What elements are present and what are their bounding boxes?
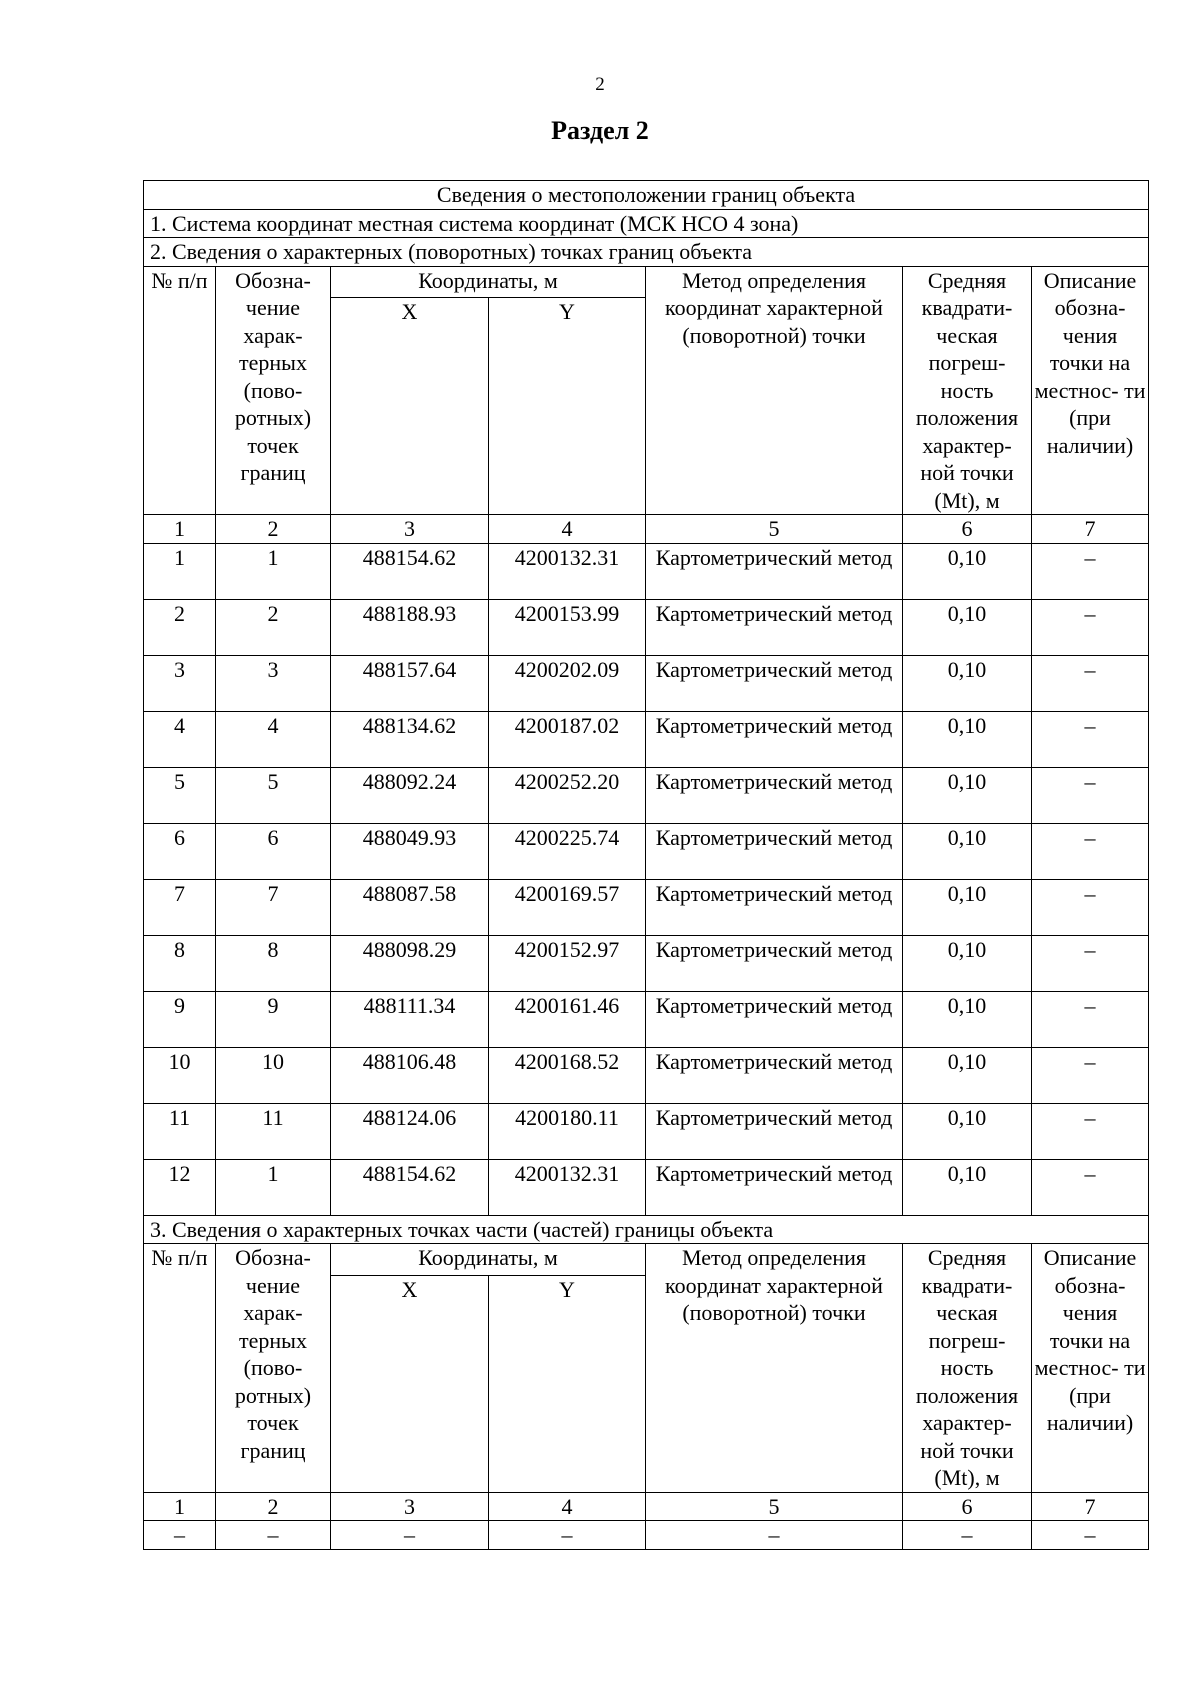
table-row (144, 991, 1149, 1047)
cell-point-label: 6 (216, 823, 331, 879)
cell-description: – (1032, 823, 1149, 879)
column-number: 5 (646, 1492, 903, 1521)
table-row (144, 1103, 1149, 1159)
cell-method: Картометрический метод (646, 823, 903, 879)
table-row (144, 767, 1149, 823)
col-error-header: Средняя квадрати- ческая погреш- ность положения характер- ной точки (Mt), м (903, 266, 1032, 515)
cell-number: 7 (144, 879, 216, 935)
table-row (144, 879, 1149, 935)
cell-error: 0,10 (903, 655, 1032, 711)
cell-error: – (903, 1521, 1032, 1550)
col-designation-header: Обозна- чение харак- терных (пово- ротных) точек границ (216, 1244, 331, 1493)
cell-method: Картометрический метод (646, 1159, 903, 1215)
cell-error: 0,10 (903, 711, 1032, 767)
cell-description: – (1032, 767, 1149, 823)
col-num-header: № п/п (144, 1244, 216, 1493)
cell-x: 488124.06 (331, 1103, 489, 1159)
cell-method: Картометрический метод (646, 767, 903, 823)
section-title: Раздел 2 (551, 116, 649, 145)
table-row (144, 935, 1149, 991)
cell-y: 4200168.52 (489, 1047, 646, 1103)
cell-x: – (331, 1521, 489, 1550)
cell-point-label: – (216, 1521, 331, 1550)
cell-x: 488106.48 (331, 1047, 489, 1103)
cell-point-label: 1 (216, 1159, 331, 1215)
cell-description: – (1032, 1159, 1149, 1215)
cell-error: 0,10 (903, 879, 1032, 935)
cell-x: 488154.62 (331, 1159, 489, 1215)
col-coords-header: Координаты, м (331, 1244, 646, 1276)
cell-number: 8 (144, 935, 216, 991)
col-coords-header: Координаты, м (331, 266, 646, 298)
cell-description: – (1032, 1103, 1149, 1159)
cell-y: 4200225.74 (489, 823, 646, 879)
col-num-header: № п/п (144, 266, 216, 515)
cell-x: 488049.93 (331, 823, 489, 879)
cell-method: – (646, 1521, 903, 1550)
col-y-header: Y (489, 298, 646, 515)
cell-number: 1 (144, 543, 216, 599)
cell-point-label: 1 (216, 543, 331, 599)
cell-y: 4200180.11 (489, 1103, 646, 1159)
cell-method: Картометрический метод (646, 879, 903, 935)
column-number: 4 (489, 515, 646, 544)
cell-y: 4200132.31 (489, 543, 646, 599)
table-title: Сведения о местоположении границ объекта (144, 181, 1149, 210)
cell-point-label: 7 (216, 879, 331, 935)
cell-y: 4200187.02 (489, 711, 646, 767)
cell-description: – (1032, 543, 1149, 599)
cell-number: – (144, 1521, 216, 1550)
boundary-table (143, 180, 1149, 1550)
cell-x: 488087.58 (331, 879, 489, 935)
section2-header-row (144, 266, 1149, 298)
col-description-header: Описание обозна- чения точки на местнос- ти (при наличии) (1032, 1244, 1149, 1493)
cell-error: 0,10 (903, 543, 1032, 599)
cell-x: 488157.64 (331, 655, 489, 711)
col-description-header: Описание обозна- чения точки на местнос- ти (при наличии) (1032, 266, 1149, 515)
col-method-header: Метод определения координат характерной (поворотной) точки (646, 1244, 903, 1493)
column-number: 6 (903, 1492, 1032, 1521)
section3-title-row (144, 1215, 1149, 1244)
cell-y: – (489, 1521, 646, 1550)
cell-number: 5 (144, 767, 216, 823)
column-number: 7 (1032, 515, 1149, 544)
section2-title-row (144, 238, 1149, 267)
cell-description: – (1032, 879, 1149, 935)
cell-description: – (1032, 991, 1149, 1047)
cell-x: 488154.62 (331, 543, 489, 599)
column-number: 3 (331, 515, 489, 544)
cell-description: – (1032, 655, 1149, 711)
column-number: 1 (144, 1492, 216, 1521)
cell-number: 3 (144, 655, 216, 711)
section3-title: 3. Сведения о характерных точках части (частей) границы объекта (144, 1215, 1149, 1244)
section3-column-numbers-row (144, 1492, 1149, 1521)
cell-point-label: 11 (216, 1103, 331, 1159)
column-number: 7 (1032, 1492, 1149, 1521)
col-designation-header: Обозна- чение харак- терных (пово- ротных) точек границ (216, 266, 331, 515)
column-number: 5 (646, 515, 903, 544)
table-row (144, 1521, 1149, 1550)
cell-number: 2 (144, 599, 216, 655)
table-row (144, 599, 1149, 655)
col-x-header: X (331, 1275, 489, 1492)
column-number: 6 (903, 515, 1032, 544)
cell-y: 4200153.99 (489, 599, 646, 655)
cell-method: Картометрический метод (646, 655, 903, 711)
cell-error: 0,10 (903, 935, 1032, 991)
table-row (144, 1159, 1149, 1215)
page-number: 2 (595, 74, 605, 95)
column-number: 2 (216, 515, 331, 544)
section3-header-row (144, 1244, 1149, 1276)
cell-point-label: 2 (216, 599, 331, 655)
cell-y: 4200169.57 (489, 879, 646, 935)
cell-error: 0,10 (903, 1103, 1032, 1159)
coord-system-row (144, 209, 1149, 238)
cell-description: – (1032, 1521, 1149, 1550)
cell-error: 0,10 (903, 991, 1032, 1047)
column-number: 4 (489, 1492, 646, 1521)
cell-method: Картометрический метод (646, 1103, 903, 1159)
table-row (144, 711, 1149, 767)
cell-error: 0,10 (903, 823, 1032, 879)
cell-method: Картометрический метод (646, 991, 903, 1047)
cell-description: – (1032, 935, 1149, 991)
cell-method: Картометрический метод (646, 1047, 903, 1103)
cell-number: 4 (144, 711, 216, 767)
cell-error: 0,10 (903, 767, 1032, 823)
column-number: 1 (144, 515, 216, 544)
cell-y: 4200202.09 (489, 655, 646, 711)
cell-number: 10 (144, 1047, 216, 1103)
section2-title: 2. Сведения о характерных (поворотных) точках границ объекта (144, 238, 1149, 267)
table-title-row (144, 181, 1149, 210)
column-number: 3 (331, 1492, 489, 1521)
cell-y: 4200132.31 (489, 1159, 646, 1215)
table-row (144, 1047, 1149, 1103)
table-row (144, 823, 1149, 879)
cell-point-label: 4 (216, 711, 331, 767)
cell-point-label: 9 (216, 991, 331, 1047)
table-row (144, 655, 1149, 711)
coord-system: 1. Система координат местная система координат (МСК НСО 4 зона) (144, 209, 1149, 238)
cell-y: 4200252.20 (489, 767, 646, 823)
cell-point-label: 8 (216, 935, 331, 991)
cell-point-label: 3 (216, 655, 331, 711)
cell-error: 0,10 (903, 1159, 1032, 1215)
col-error-header: Средняя квадрати- ческая погреш- ность положения характер- ной точки (Mt), м (903, 1244, 1032, 1493)
cell-number: 12 (144, 1159, 216, 1215)
cell-point-label: 5 (216, 767, 331, 823)
cell-x: 488092.24 (331, 767, 489, 823)
cell-description: – (1032, 1047, 1149, 1103)
cell-method: Картометрический метод (646, 935, 903, 991)
cell-description: – (1032, 711, 1149, 767)
cell-method: Картометрический метод (646, 543, 903, 599)
cell-method: Картометрический метод (646, 599, 903, 655)
cell-x: 488188.93 (331, 599, 489, 655)
cell-number: 6 (144, 823, 216, 879)
column-number: 2 (216, 1492, 331, 1521)
cell-error: 0,10 (903, 1047, 1032, 1103)
table-row (144, 543, 1149, 599)
cell-description: – (1032, 599, 1149, 655)
cell-error: 0,10 (903, 599, 1032, 655)
cell-y: 4200161.46 (489, 991, 646, 1047)
cell-x: 488134.62 (331, 711, 489, 767)
cell-number: 9 (144, 991, 216, 1047)
cell-number: 11 (144, 1103, 216, 1159)
cell-point-label: 10 (216, 1047, 331, 1103)
cell-x: 488098.29 (331, 935, 489, 991)
cell-y: 4200152.97 (489, 935, 646, 991)
section2-column-numbers-row (144, 515, 1149, 544)
cell-x: 488111.34 (331, 991, 489, 1047)
col-y-header: Y (489, 1275, 646, 1492)
cell-method: Картометрический метод (646, 711, 903, 767)
col-method-header: Метод определения координат характерной (поворотной) точки (646, 266, 903, 515)
col-x-header: X (331, 298, 489, 515)
